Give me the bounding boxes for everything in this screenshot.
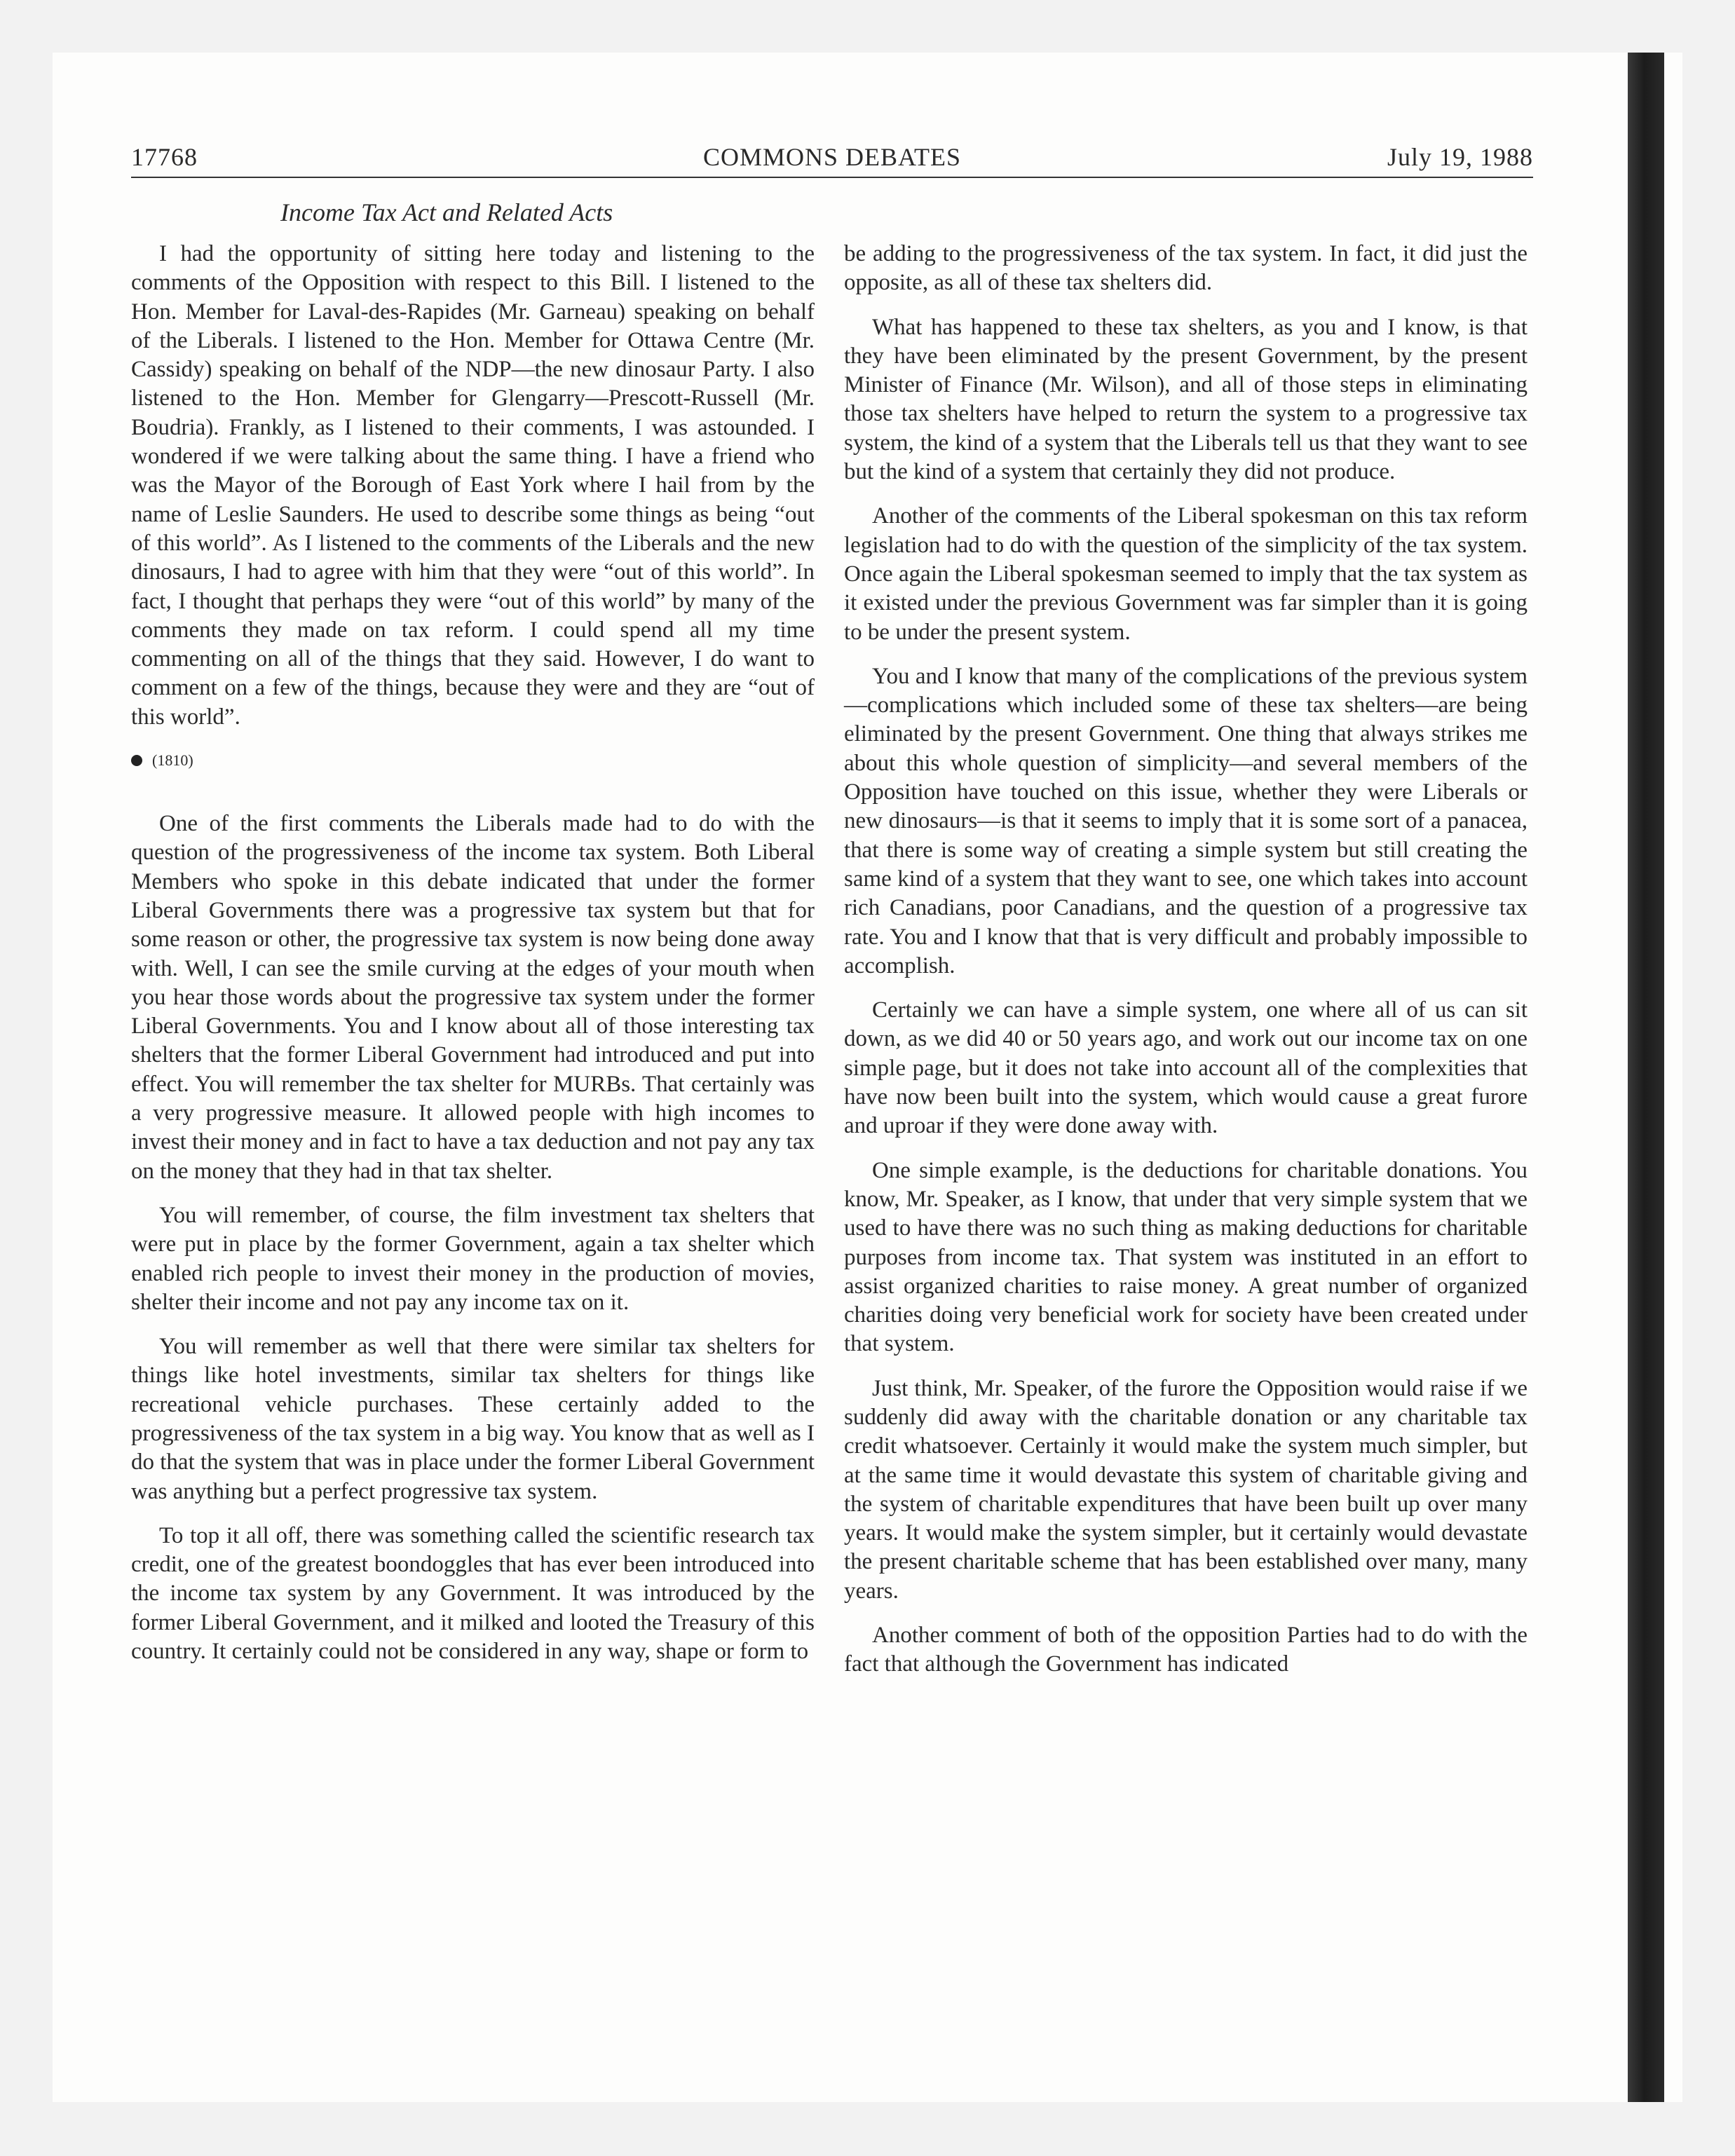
paragraph: What has happened to these tax shelters, as you and I know, is that they have been eliminated by the present Government, by the present Minister of Finance (Mr. Wilson), and all of those steps in eliminating those tax shelters have helped to return the system to a progressive tax system, the kind of a system that the Liberals tell us that they want to see but the kind of a system that certainly they did not produce. [844, 314, 1528, 485]
journal-title: COMMONS DEBATES [702, 143, 962, 171]
paragraph: One simple example, is the deductions for charitable donations. You know, Mr. Speaker, as I know, that under that very simple system that we used to have there was no such thing as making deductions for charitable purposes from income tax. That system was instituted in an effort to assist organized charities to raise money. A great number of organized charities doing very beneficial work for society have been created under that system. [844, 1157, 1528, 1357]
paragraph: Another of the comments of the Liberal spokesman on this tax reform legislation had to do with the question of the simplicity of the tax system. Once again the Liberal spokesman seemed to imply that the tax system as it existed under the previous Government was far simpler than it is going to be under the present system. [844, 503, 1528, 645]
right-column [844, 240, 1528, 1695]
paragraph: I had the opportunity of sitting here today and listening to the comments of the Opposition with respect to this Bill. I listened to the Hon. Member for Laval-des-Rapides (Mr. Garneau) speaking on behalf of the Liberals. I listened to the Hon. Member for Ottawa Centre (Mr. Cassidy) speaking on behalf of the NDP—the new dinosaur Party. I also listened to the Hon. Member for Glengarry—Prescott-Russell (Mr. Boudria). Frankly, as I listened to their comments, I was astounded. I wondered if we were talking about the same thing. I have a friend who was the Mayor of the Borough of East York where I hail from by the name of Leslie Saunders. He used to describe some things as being “out of this world”. As I listened to the comments of the Liberals and the new dinosaurs, I had to agree with him that they were “out of this world”. In fact, I thought that perhaps they were “out of this world” by many of the comments they made on tax reform. I could spend all my time commenting on all of the things that they said. However, I do want to comment on a few of the things, because they were and they are “out of this world”. [131, 241, 815, 730]
bullet-icon [131, 755, 142, 766]
header-rule [131, 177, 1533, 178]
issue-date: July 19, 1988 [1387, 143, 1533, 171]
paragraph: Certainly we can have a simple system, one where all of us can sit down, as we did 40 or 50 years ago, and work out our income tax on one simple page, but it does not take into account all of the complexities that have now been built into the system, which would cause a great furore and uproar if they were done away with. [844, 997, 1528, 1139]
page-number: 17768 [131, 143, 198, 171]
time-marker [131, 750, 815, 771]
paragraph: You will remember, of course, the film investment tax shelters that were put in place by the former Government, again a tax shelter which enabled rich people to invest their money in the production of movies, shelter their income and not pay any income tax on it. [131, 1202, 815, 1315]
paragraph: Another comment of both of the opposition Parties had to do with the fact that although the Government has indicated [844, 1623, 1528, 1677]
scan-binding-edge [1628, 53, 1664, 2102]
paragraph-continuation: be adding to the progressiveness of the tax system. In fact, it did just the opposite, as all of these tax shelters did. [844, 241, 1528, 296]
time-marker-label: (1810) [152, 751, 193, 770]
section-title: Income Tax Act and Related Acts [280, 198, 613, 226]
paragraph: You and I know that many of the complications of the previous system—complications which included some of these tax shelters—are being eliminated by the present Government. One thing that always strikes me about this whole question of simplicity—and several members of the Opposition have touched on this issue, whether they were Liberals or new dinosaurs—is that it seems to imply that it is some sort of a panacea, that there is some way of creating a simple system but still creating the same kind of a system that they want to see, one which takes into account rich Canadians, poor Canadians, and the question of a progressive tax rate. You and I know that that is very difficult and probably impossible to accomplish. [844, 663, 1528, 978]
paragraph: To top it all off, there was something called the scientific research tax credit, one of the greatest boondoggles that has ever been introduced into the income tax system by any Government. It was introduced by the former Liberal Government, and it milked and looted the Treasury of this country. It certainly could not be considered in any way, shape or form to [131, 1522, 815, 1665]
paragraph: You will remember as well that there were similar tax shelters for things like hotel investments, similar tax shelters for things like recreational vehicle purchases. These certainly added to the progressiveness of the tax system in a big way. You know that as well as I do that the system that was in place under the former Liberal Government was anything but a perfect progressive tax system. [131, 1334, 815, 1504]
running-header [131, 142, 1533, 177]
paragraph: Just think, Mr. Speaker, of the furore the Opposition would raise if we suddenly did away with the charitable donation or any charitable tax credit whatsoever. Certainly it would make the system much simpler, but at the same time it would devastate this system of charitable giving and the system of charitable expenditures that have been built up over many years. It would make the system simpler, but it certainly would devastate the present charitable scheme that has been established over many, many years. [844, 1375, 1528, 1604]
paragraph: One of the first comments the Liberals made had to do with the question of the progressiveness of the income tax system. Both Liberal Members who spoke in this debate indicated that under the former Liberal Governments there was a progressive tax system but that for some reason or other, the progressive tax system is now being done away with. Well, I can see the smile curving at the edges of your mouth when you hear those words about the progressive tax system under the former Liberal Governments. You and I know about all of those interesting tax shelters that the former Liberal Government had introduced and put into effect. You will remember the tax shelter for MURBs. That certainly was a very progressive measure. It allowed people with high incomes to invest their money and in fact to have a tax deduction and not pay any tax on the money that they had in that tax shelter. [131, 811, 815, 1184]
left-column [131, 240, 815, 1681]
